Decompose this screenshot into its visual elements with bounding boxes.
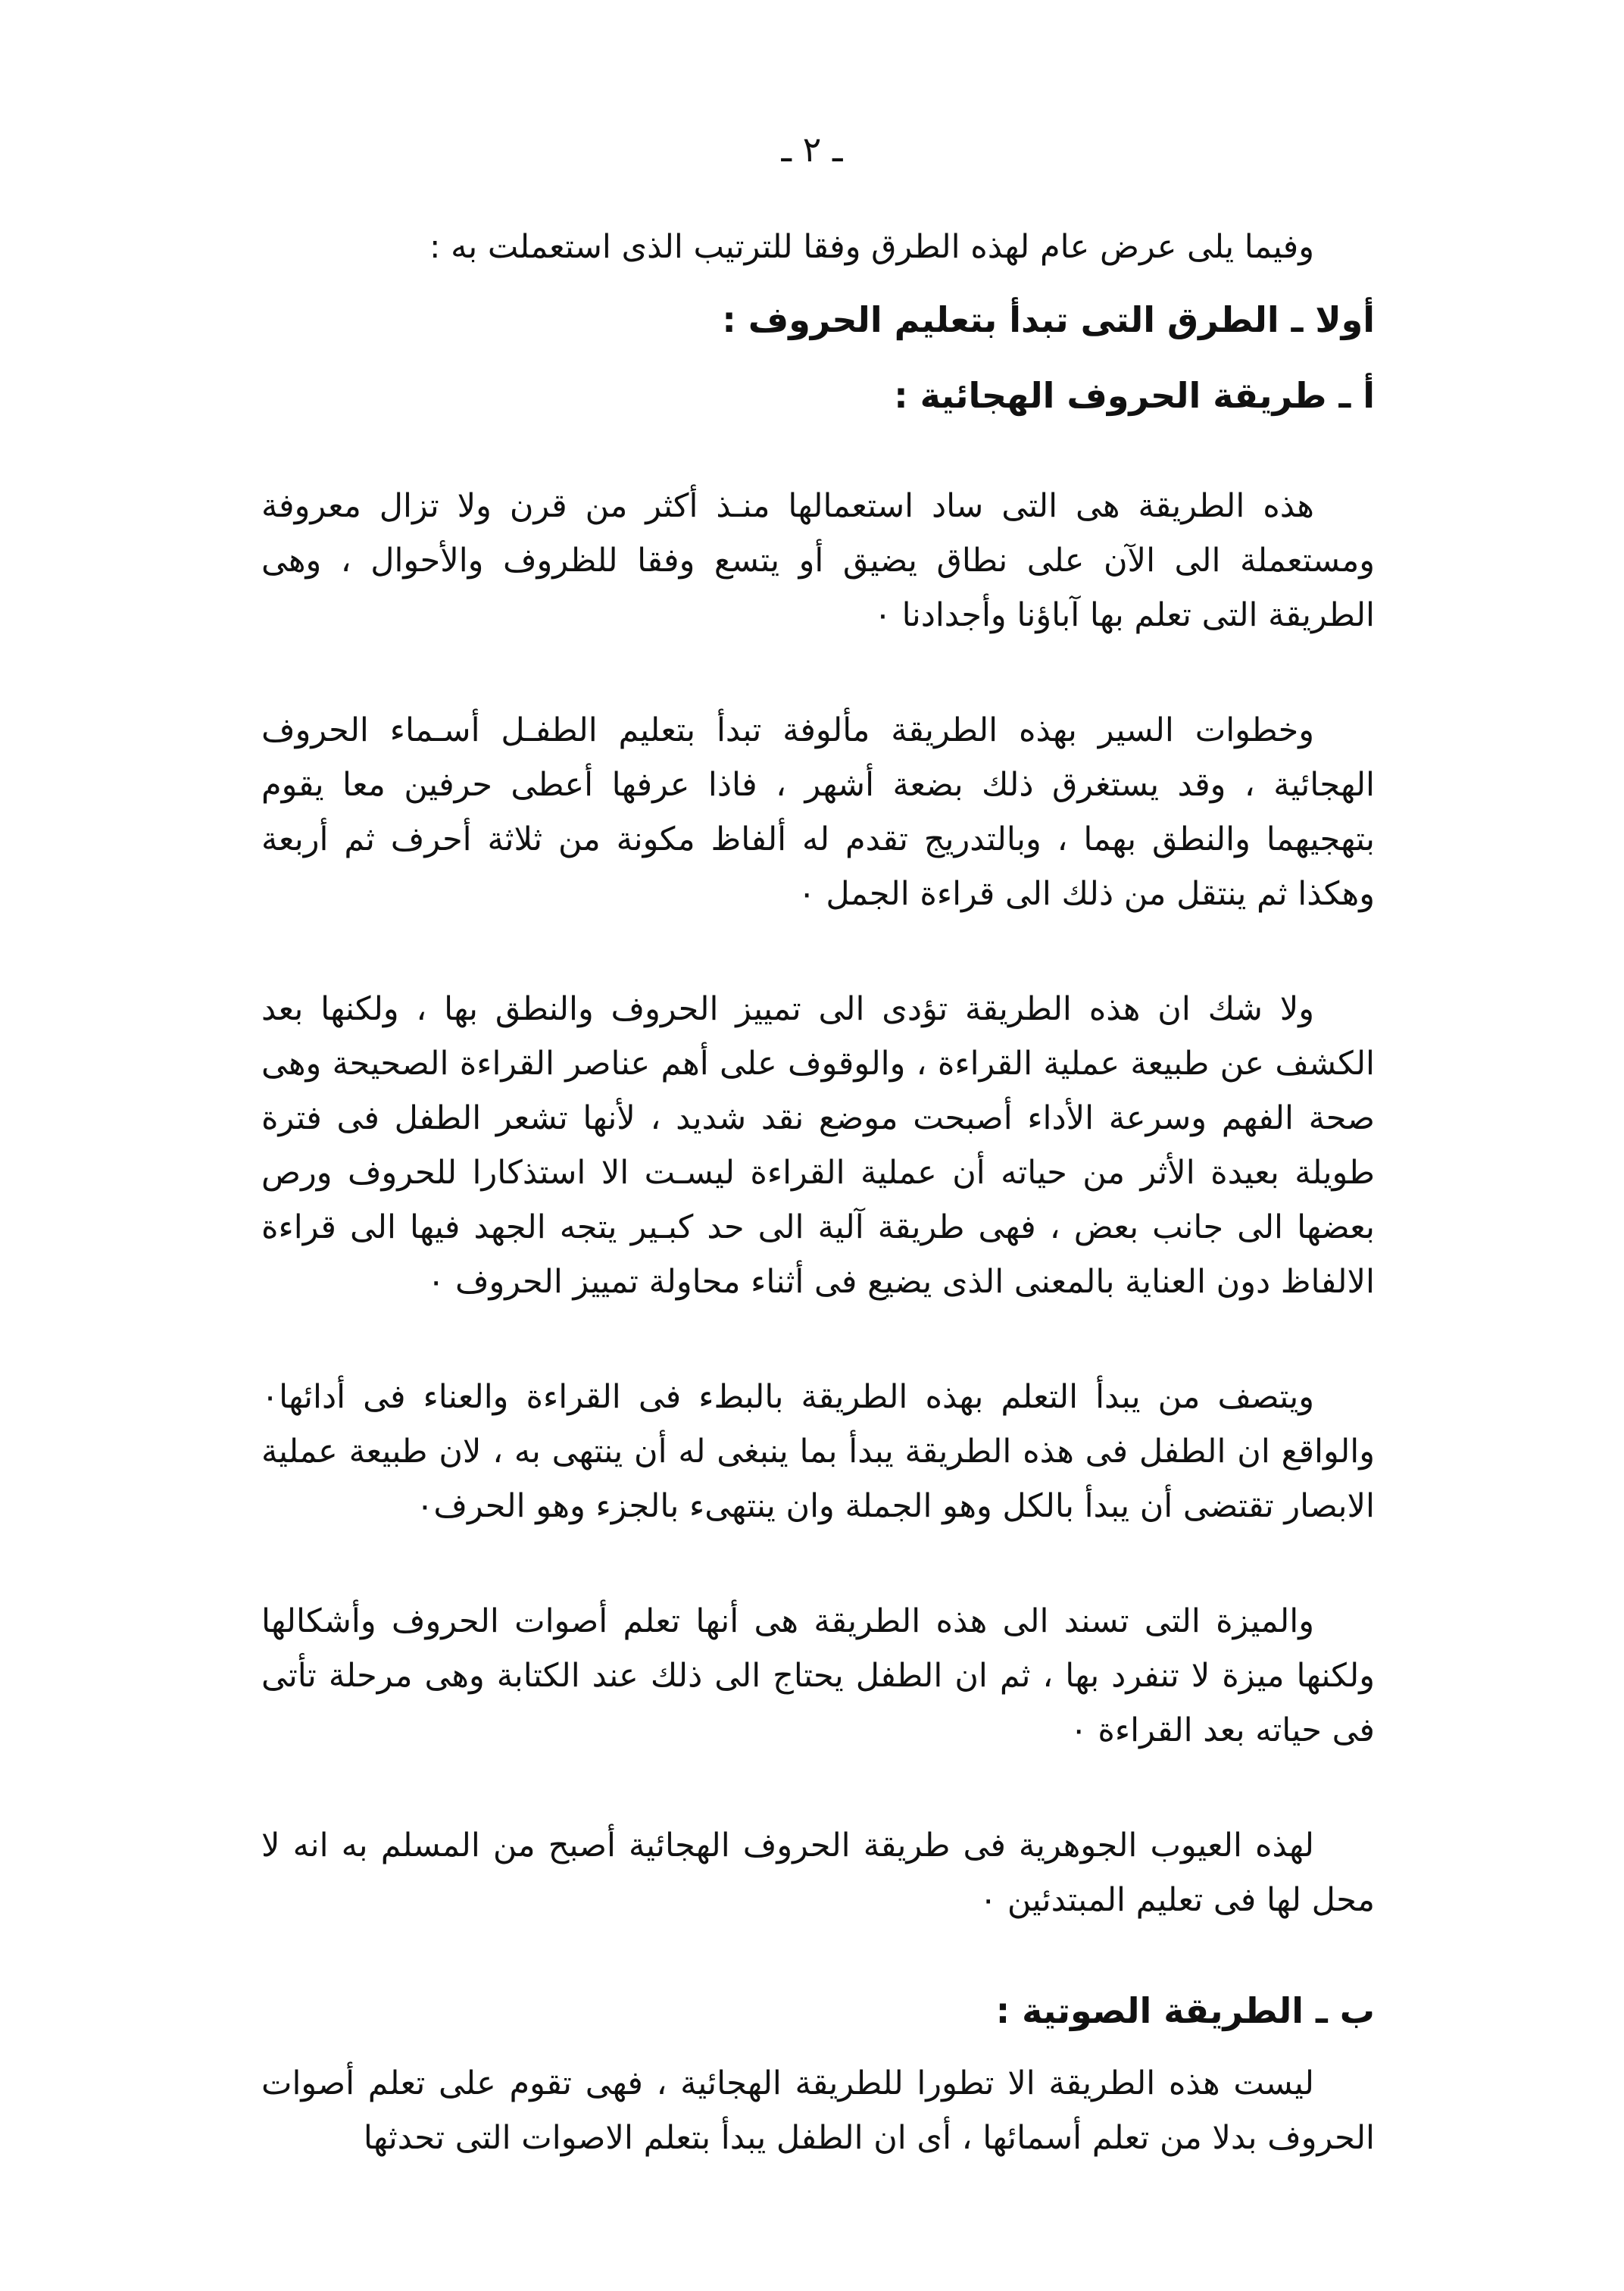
page-number: ـ ٢ ـ [781,129,843,170]
page-content [261,220,1375,2165]
paragraph-5: والميزة التى تسند الى هذه الطريقة هى أنها تعلم أصوات الحروف وأشكالها ولكنها ميزة لا تنفرد بها ، ثم ان الطفل يحتاج الى ذلك عند الكتابة وهى مرحلة تأتى فى حياته بعد القراءة ٠ [261,1602,1375,1749]
paragraph-1: هذه الطريقة هى التى ساد استعمالها منـذ أكثر من قرن ولا تزال معروفة ومستعملة الى الآن على نطاق يضيق أو يتسع وفقا للظروف والأحوال ، وهى الطريقة التى تعلم بها آباؤنا وأجدادنا ٠ [261,487,1375,634]
paragraph-2: وخطوات السير بهذه الطريقة مألوفة تبدأ بتعليم الطفـل أسـماء الحروف الهجائية ، وقد يستغرق ذلك بضعة أشهر ، فاذا عرفها أعطى حرفين معا يقوم بتهجيهما والنطق بهما ، وبالتدريج تقدم له ألفاظ مكونة من ثلاثة أحرف ثم أربعة وهكذا ثم ينتقل من ذلك الى قراءة الجمل ٠ [261,711,1375,913]
intro-line: وفيما يلى عرض عام لهذه الطرق وفقا للترتيب الذى استعملت به : [429,228,1314,266]
heading-main: أولا ـ الطرق التى تبدأ بتعليم الحروف : [722,299,1375,340]
paragraph-6: لهذه العيوب الجوهرية فى طريقة الحروف الهجائية أصبح من المسلم به انه لا محل لها فى تعليم المبتدئين ٠ [261,1827,1375,1919]
paragraph-3: ولا شك ان هذه الطريقة تؤدى الى تمييز الحروف والنطق بها ، ولكنها بعد الكشف عن طبيعة عملية القراءة ، والوقوف على أهم عناصر القراءة الصحيحة وهى صحة الفهم وسرعة الأداء أصبحت موضع نقد شديد ، لأنها تشعر الطفل فى فترة طويلة بعيدة الأثر من حياته أن عملية القراءة ليسـت الا استذكارا للحروف ورص بعضها الى جانب بعض ، فهى طريقة آلية الى حد كبـير يتجه الجهد فيها الى قراءة الالفاظ دون العناية بالمعنى الذى يضيع فى أثناء محاولة تمييز الحروف ٠ [261,990,1375,1301]
final-paragraph: ليست هذه الطريقة الا تطورا للطريقة الهجائية ، فهى تقوم على تعلم أصوات الحروف بدلا من تعلم أسمائها ، أى ان الطفل يبدأ بتعلم الاصوات التى تحدثها [261,2064,1375,2157]
heading-b: ب ـ الطريقة الصوتية : [995,1990,1375,2031]
heading-a: أ ـ طريقة الحروف الهجائية : [894,375,1375,416]
paragraph-4: ويتصف من يبدأ التعلم بهذه الطريقة بالبطء فى القراءة والعناء فى أدائها٠ والواقع ان الطفل فى هذه الطريقة يبدأ بما ينبغى له أن ينتهى به ، لان طبيعة عملية الابصار تقتضى أن يبدأ بالكل وهو الجملة وان ينتهىء بالجزء وهو الحرف٠ [261,1378,1375,1525]
